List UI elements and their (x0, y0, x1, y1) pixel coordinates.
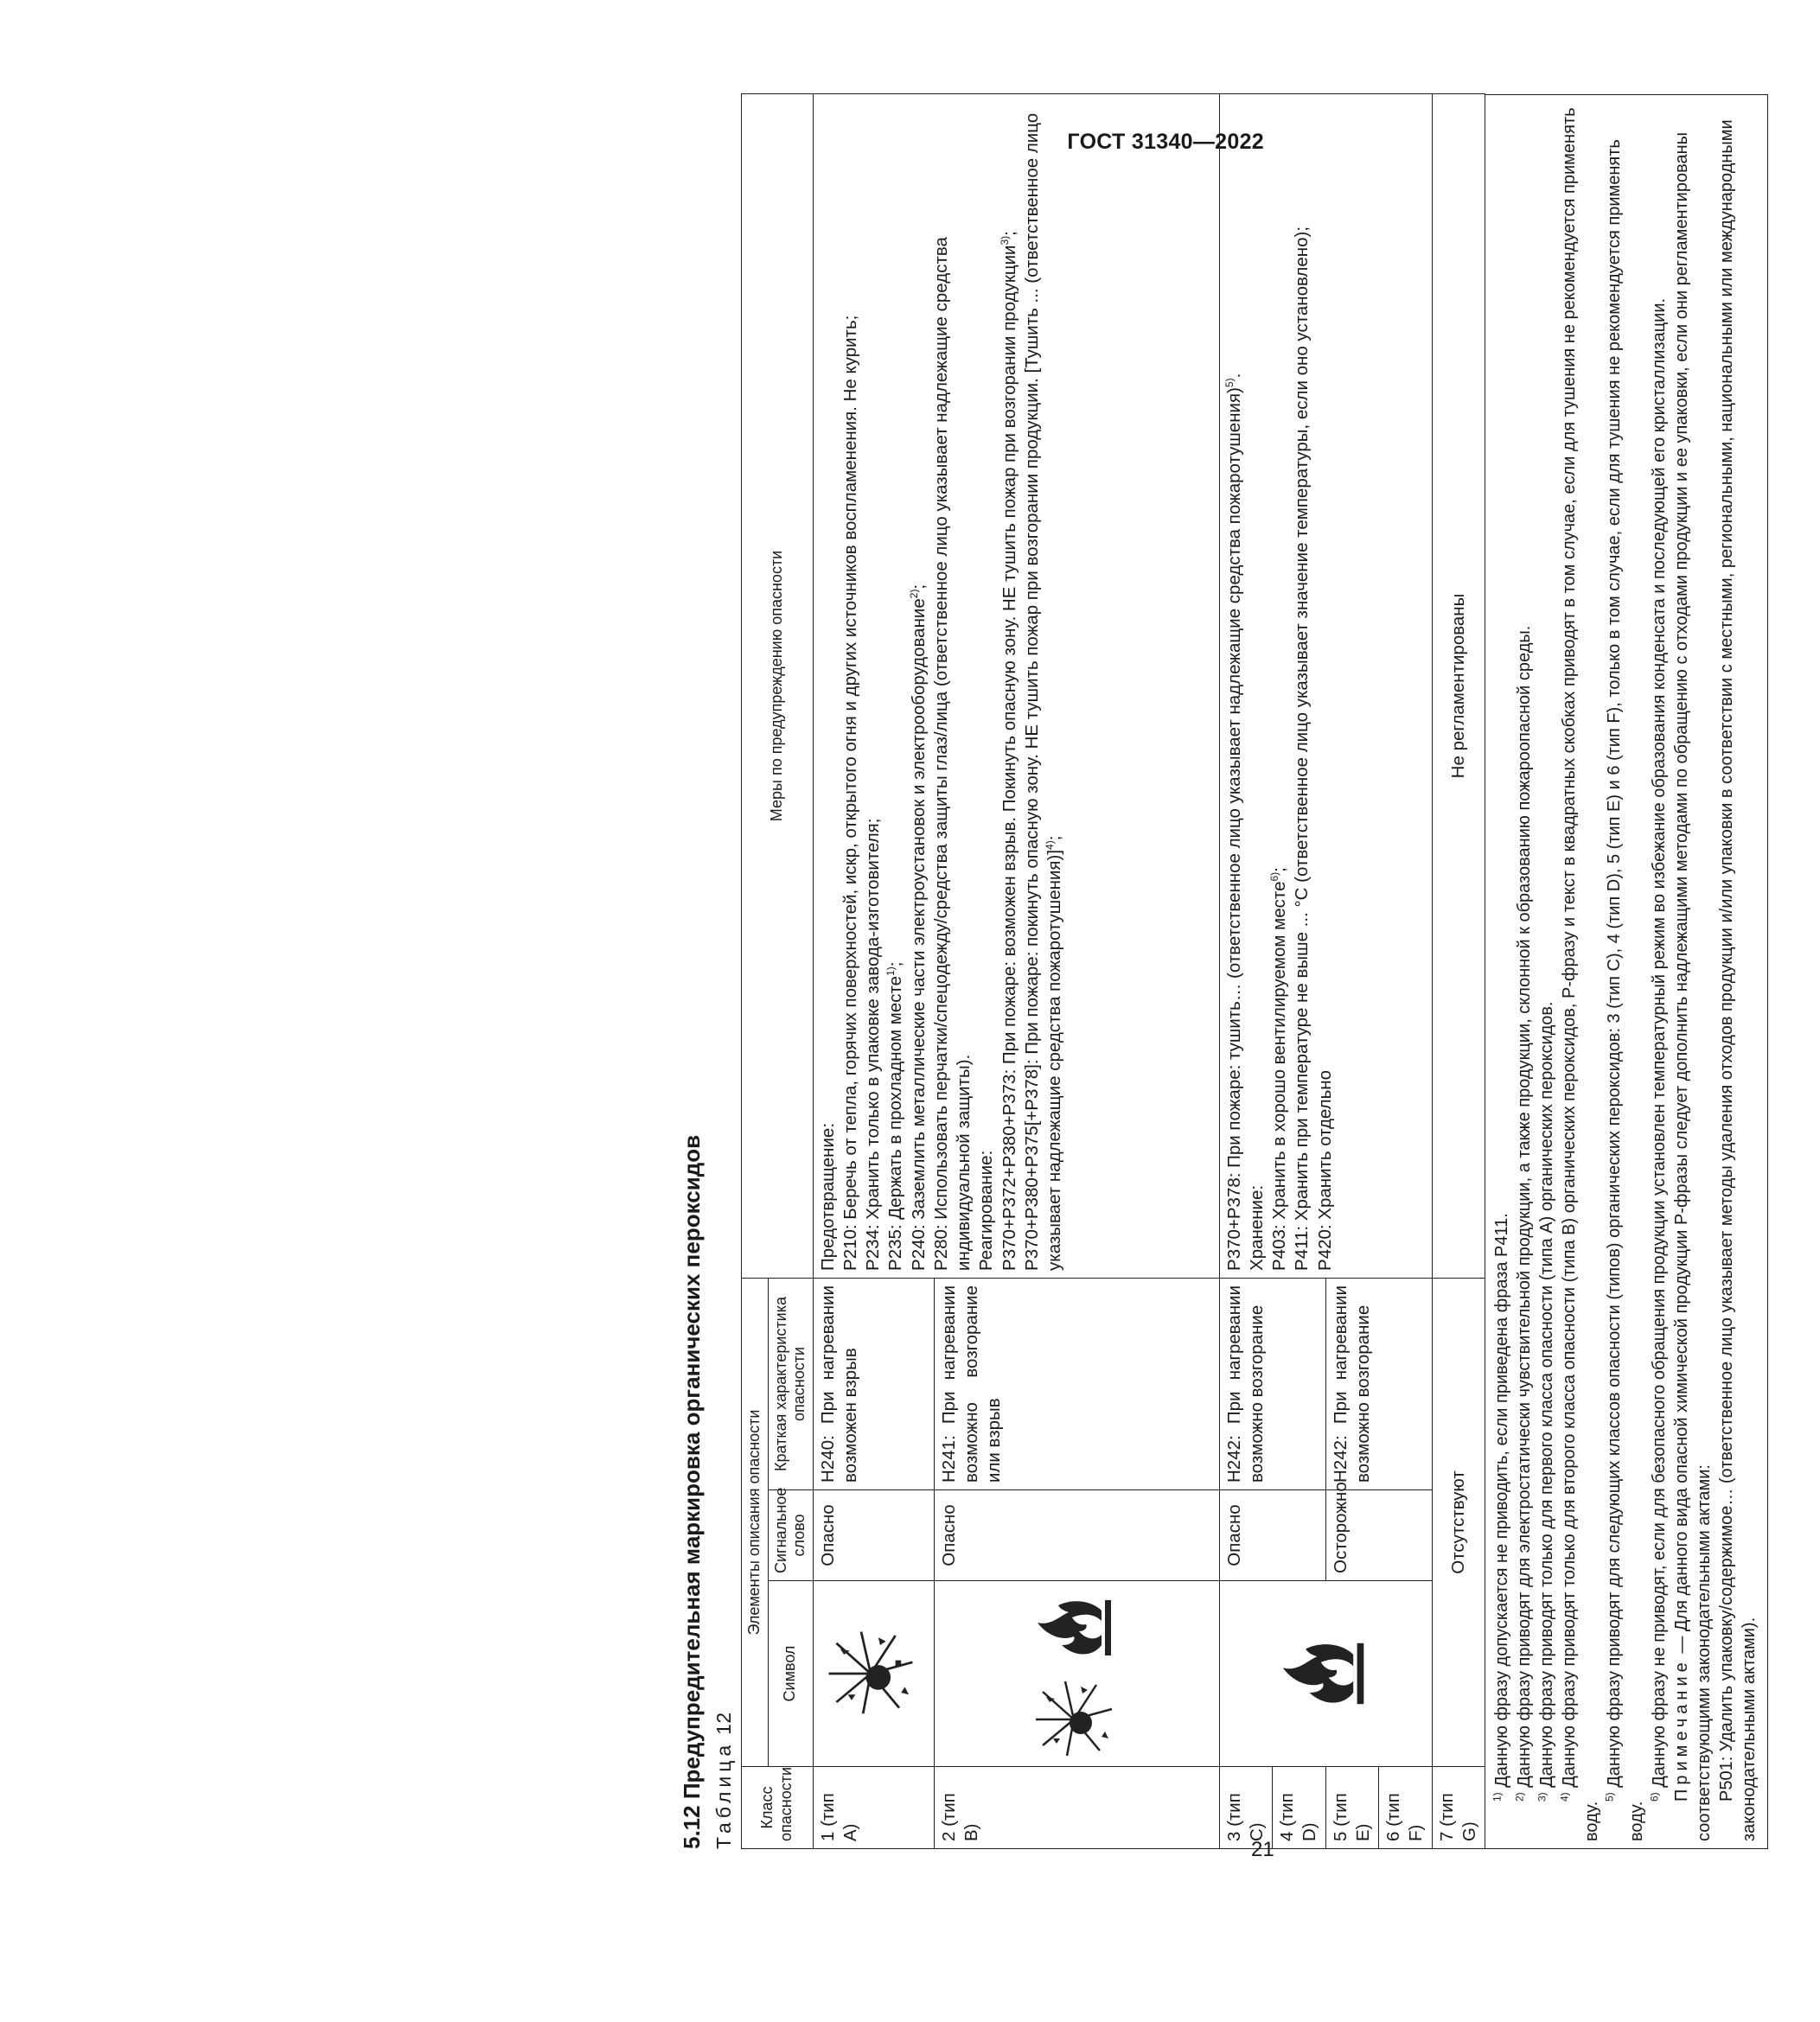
measure-p403-line (1268, 101, 1291, 1271)
exploding-bomb-icon (823, 1626, 918, 1721)
col-header-class: Класс опасности (742, 1767, 814, 1849)
measure-p240-end: ; (908, 584, 929, 590)
footnote-4 (1558, 102, 1603, 1841)
table-label-number: 12 (712, 1712, 735, 1735)
measure-p240-line (908, 101, 930, 1271)
measures-cell-1-2 (813, 93, 1219, 1278)
footnote-4-mark: 4) (1558, 1792, 1571, 1802)
class-cell-2: 2 (тип В) (934, 1767, 1219, 1849)
table-label-word: Таблица (712, 1740, 735, 1849)
col-header-hazard: Краткая характеристика опасности (768, 1278, 813, 1489)
footnote-6 (1648, 102, 1670, 1841)
measure-p235-end: ; (885, 961, 906, 967)
hazard-table (741, 93, 1485, 1849)
footnote-3-mark: 3) (1536, 1792, 1549, 1802)
measure-p235: Р235: Держать в прохладном месте (885, 975, 906, 1271)
measure-p403-end: ; (1269, 867, 1290, 872)
measure-p420: Р420: Хранить отдельно (1314, 1069, 1335, 1271)
footnotes-block (1485, 94, 1768, 1849)
table-note (1670, 102, 1715, 1841)
footnote-6-mark: 6) (1648, 1792, 1661, 1802)
footnote-5-text: Данную фразу приводят для следующих классов опасности (типов) органических пероксидов: 3 (тип С), 4 (тип D), 5 (тип Е) и 6 (тип F), только в том случае, если для тушения не рекомендуется применять воду. (1605, 139, 1647, 1841)
class-cell-7: 7 (тип G) (1432, 1767, 1485, 1849)
footnote-4-text: Данную фразу приводят только для второго класса опасности (типа В) органических пероксидов, Р-фразу и текст в квадратных скобках приводят в том случае, если для тушения не рекомендуется применять воду. (1560, 107, 1602, 1841)
measure-p370-373: Р370+Р372+Р380+Р373: При пожаре: возможен взрыв. Покинуть опасную зону. НЕ тушить пожар при возгорании продукции (999, 245, 1019, 1271)
class-cell-3: 3 (тип С) (1219, 1767, 1272, 1849)
col-header-elements: Элементы описания опасности (742, 1278, 769, 1766)
footnote-2-mark: 2) (1513, 1792, 1526, 1802)
absent-cell-7: Отсутствуют (1432, 1278, 1485, 1766)
footnote-2-text: Данную фразу приводят для электростатически чувствительной продукции, а также продукции, склонной к образованию пожароопасной среды. (1515, 625, 1535, 1788)
hazard-cell-1: Н240: При нагревании возможен взрыв (813, 1278, 934, 1489)
measure-p370-378b-line (1223, 101, 1246, 1271)
footnote-ref-2: 2) (907, 589, 920, 599)
signal-cell-5-6: Осторожно (1325, 1490, 1432, 1581)
measure-p370-373-end: ; (999, 231, 1019, 236)
measure-p210: Р210: Беречь от тепла, горячих поверхностей, искр, открытого огня и других источников воспламенения. Не курить; (840, 315, 861, 1271)
footnote-1-text: Данную фразу допускается не приводить, если приведена фраза Р411. (1492, 1213, 1512, 1788)
footnote-1 (1491, 102, 1513, 1841)
exploding-bomb-icon (1031, 1676, 1117, 1763)
class-cell-1: 1 (тип А) (813, 1767, 934, 1849)
symbol-cell-2 (934, 1581, 1219, 1767)
footnote-3 (1536, 102, 1558, 1841)
measure-p234: Р234: Хранить только в упаковке завода-изготовителя; (863, 818, 884, 1271)
signal-cell-3-4: Опасно (1219, 1490, 1325, 1581)
document-header: ГОСТ 31340—2022 (1067, 130, 1264, 154)
footnote-2 (1513, 102, 1536, 1841)
measure-storage-head: Хранение: (1247, 1184, 1268, 1271)
section-title: 5.12 Предупредительная маркировка органических пероксидов (679, 1134, 705, 1849)
footnote-ref-1: 1) (884, 966, 897, 976)
page-number: 21 (1251, 1838, 1274, 1861)
measure-p235-line (884, 101, 907, 1271)
class-cell-6: 6 (тип F) (1379, 1767, 1432, 1849)
table-note-word: Примечание (1672, 1658, 1692, 1802)
measure-p370-378a-line (1021, 101, 1066, 1271)
signal-cell-2: Опасно (934, 1490, 1219, 1581)
col-header-signal: Сигнальное слово (768, 1490, 813, 1581)
signal-cell-1: Опасно (813, 1490, 934, 1581)
table-note-text: — Для данного вида опасной химической продукции Р-фразы следует дополнить надлежащими методами по обращению с отходами продукции и ее упаковки, если они регламентированы соответствующими законодательными актами: (1672, 131, 1715, 1841)
measure-p370-378b-end: . (1223, 373, 1244, 379)
symbol-cell-3-6 (1219, 1581, 1432, 1767)
col-header-symbol: Символ (768, 1581, 813, 1767)
measure-response-head: Реагирование: (976, 1150, 997, 1271)
hazard-cell-5-6: Н242: При нагревании возможно возгорание (1325, 1278, 1432, 1489)
footnote-5 (1603, 102, 1648, 1841)
measure-p370-378a: Р370+Р380+Р375[+Р378]: При пожаре: покинуть опасную зону. НЕ тушить пожар при возгорании продукции. [Тушить ... (ответственное лицо указывает надлежащие средства пожаротушения)] (1021, 112, 1065, 1271)
symbol-cell-1 (813, 1581, 934, 1767)
measure-p370-378b: Р370+Р378: При пожаре: тушить… (ответственное лицо указывает надлежащие средства пожаротушения) (1223, 387, 1244, 1271)
measure-p411: Р411: Хранить при температуре не выше ... °С (ответственное лицо указывает значение температуры, если оно установлено); (1292, 226, 1312, 1271)
class-cell-4: 4 (тип D) (1273, 1767, 1325, 1849)
footnote-3-text: Данную фразу приводят только для первого класса опасности (типа А) органических пероксидов. (1537, 1001, 1557, 1788)
hazard-cell-3-4: Н242: При нагревании возможно возгорание (1219, 1278, 1325, 1489)
footnote-ref-4: 4) (1044, 840, 1057, 850)
not-regulated-cell-7: Не регламентированы (1432, 93, 1485, 1278)
col-header-measures: Меры по предупреждению опасности (742, 93, 814, 1278)
measures-cell-3-6 (1219, 93, 1432, 1278)
footnote-1-mark: 1) (1491, 1792, 1504, 1802)
flame-icon (1031, 1585, 1117, 1671)
measure-p403: Р403: Хранить в хорошо вентилируемом месте (1269, 881, 1290, 1271)
measure-p370-373-line (999, 101, 1021, 1271)
footnote-ref-6: 6) (1268, 871, 1281, 882)
footnote-5-mark: 5) (1603, 1792, 1616, 1802)
rotated-page-content (679, 94, 1820, 1849)
footnote-ref-3: 3) (998, 235, 1011, 246)
measure-prevention-head: Предотвращение: (817, 1122, 838, 1271)
flame-icon (1275, 1626, 1370, 1721)
footnote-6-text: Данную фразу не приводят, если для безопасного обращения продукции установлен температурный режим во избежание образования конденсата и последующей его кристаллизации. (1650, 297, 1670, 1788)
footnote-ref-5: 5) (1223, 378, 1236, 388)
table-note-p501: Р501: Удалить упаковку/содержимое… (ответственное лицо указывает методы удаления отходов продукции и/или упаковки в соответствии с местными, региональными, национальными или международными законодательными актами). (1717, 119, 1759, 1841)
measure-p280: Р280: Использовать перчатки/спецодежду/средства защиты глаз/лица (ответственное лицо указывает надлежащие средства индивидуальной защиты). (930, 237, 974, 1271)
measure-p370-378a-end: ; (1044, 835, 1065, 841)
measure-p240: Р240: Заземлить металлические части электроустановок и электрооборудование (908, 598, 929, 1271)
table-label (712, 94, 736, 1849)
class-cell-5: 5 (тип Е) (1325, 1767, 1378, 1849)
hazard-cell-2: Н241: При нагревании возможно возгорание или взрыв (934, 1278, 1219, 1489)
